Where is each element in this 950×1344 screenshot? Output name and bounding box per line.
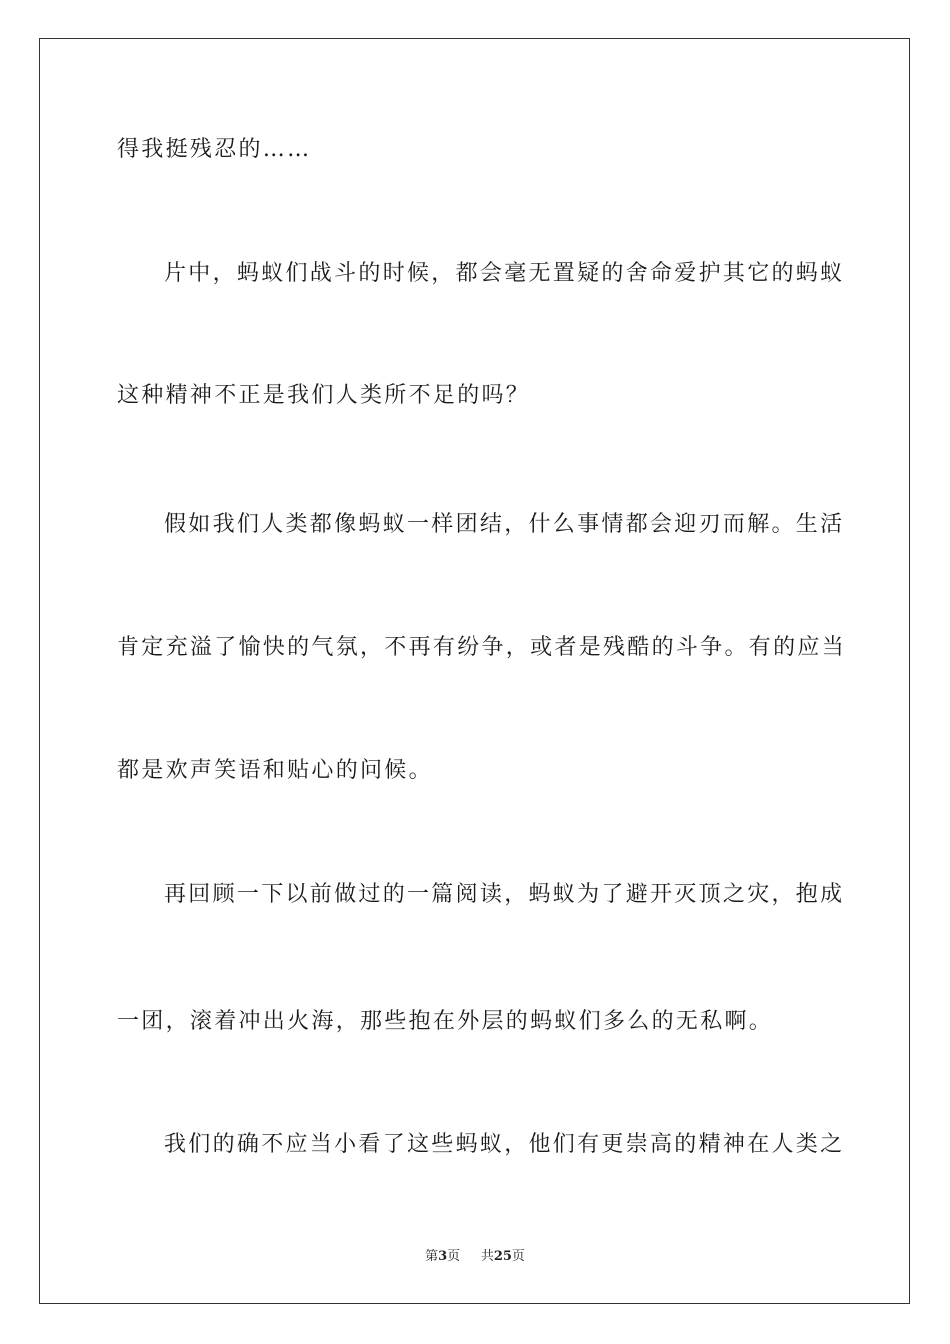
text-line: 得我挺残忍的……	[117, 137, 312, 162]
paragraph-first-line: 片中，蚂蚁们战斗的时候，都会毫无置疑的舍命爱护其它的蚂蚁	[164, 261, 845, 286]
page-border	[39, 38, 910, 1304]
paragraph-first-line: 我们的确不应当小看了这些蚂蚁，他们有更崇高的精神在人类之	[164, 1132, 845, 1157]
text-line: 都是欢声笑语和贴心的问候。	[117, 758, 433, 783]
paragraph-first-line: 假如我们人类都像蚂蚁一样团结，什么事情都会迎刃而解。生活	[164, 512, 845, 537]
text-line: 这种精神不正是我们人类所不足的吗？	[117, 383, 531, 408]
text-line: 肯定充溢了愉快的气氛，不再有纷争，或者是残酷的斗争。有的应当	[117, 635, 847, 660]
page-total-label: 共25页	[480, 1249, 525, 1264]
page-footer	[0, 1248, 950, 1266]
page-number-label: 第3页	[425, 1249, 461, 1264]
paragraph-first-line: 再回顾一下以前做过的一篇阅读，蚂蚁为了避开灭顶之灾，抱成	[164, 882, 845, 907]
text-line: 一团，滚着冲出火海，那些抱在外层的蚂蚁们多么的无私啊。	[117, 1009, 774, 1034]
